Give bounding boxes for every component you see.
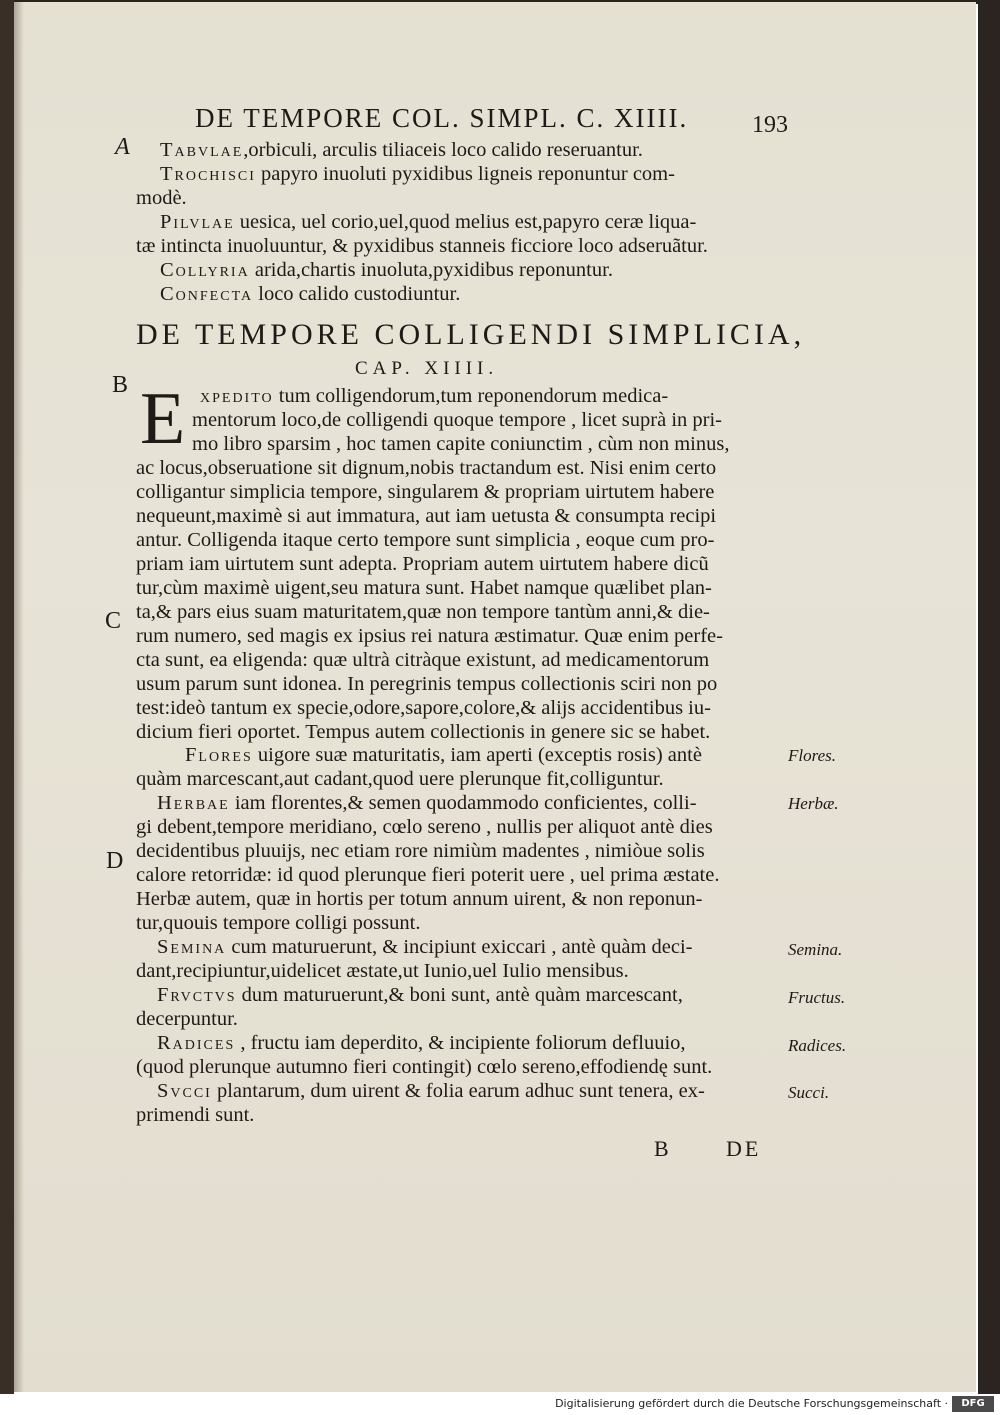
line-text: quàm marcescant,aut cadant,quod uere plerunque fit,colliguntur.	[136, 768, 664, 790]
line-text: iam florentes,& semen quodammodo conficientes, colli-	[229, 792, 697, 814]
line-text: dicium fieri oportet. Tempus autem collectionis in genere sic se habet.	[136, 721, 711, 743]
text-line	[136, 816, 713, 839]
line-text: loco calido custodiuntur.	[253, 283, 461, 305]
text-line	[157, 936, 693, 959]
lead-word: Herbae	[157, 792, 230, 814]
page-edge-shadow	[14, 2, 24, 1392]
text-line	[136, 840, 705, 863]
text-line	[160, 259, 613, 282]
margin-letter-b: B	[112, 372, 129, 398]
line-text: tæ intincta inuoluuntur, & pyxidibus stanneis ficciore loco adseruãtur.	[136, 235, 708, 257]
side-gloss: Radices.	[788, 1036, 847, 1055]
line-text: test:ideò tantum ex specie,odore,sapore,colore,& alijs accidentibus iu-	[136, 697, 711, 719]
line-text: priam iam uirtutem sunt adepta. Propriam autem uirtutem habere dicũ	[136, 553, 709, 575]
text-line	[136, 481, 714, 504]
footer-credit: Digitalisierung gefördert durch die Deutsche Forschungsgemeinschaft ·	[555, 1397, 948, 1410]
line-text: mo libro sparsim , hoc tamen capite coniunctim , cùm non minus,	[192, 433, 730, 455]
line-text: cta sunt, ea eligenda: quæ ultrà citràque existunt, ad medicamentorum	[136, 649, 710, 671]
text-line	[160, 163, 675, 186]
side-gloss: Succi.	[788, 1083, 830, 1102]
text-line	[185, 744, 702, 767]
lead-word: Flores	[185, 744, 253, 766]
line-text: primendi sunt.	[136, 1104, 255, 1126]
text-line	[136, 768, 664, 791]
footer-bar	[0, 1394, 1000, 1415]
line-text: arida,chartis inuoluta,pyxidibus reponuntur.	[249, 259, 613, 281]
line-text: rum numero, sed magis ex ipsius rei natura æstimatur. Quæ enim perfe-	[136, 625, 723, 647]
line-text: modè.	[136, 187, 187, 209]
line-text: cum maturuerunt, & incipiunt exiccari , antè quàm deci-	[226, 936, 693, 958]
lead-word: Tabvlae	[160, 139, 244, 161]
text-line	[136, 553, 709, 576]
lead-word: Pilvlae	[160, 211, 235, 233]
lead-word: Trochisci	[160, 163, 256, 185]
lead-word: xpedito	[200, 385, 274, 407]
lead-word: Svcci	[157, 1080, 212, 1102]
line-text: ac locus,obseruatione sit dignum,nobis tractandum est. Nisi enim certo	[136, 457, 717, 479]
line-text: uesica, uel corio,uel,quod melius est,papyro ceræ liqua-	[234, 211, 697, 233]
margin-letter-d: D	[106, 848, 124, 874]
margin-letter-a: A	[115, 134, 130, 160]
text-line	[136, 960, 629, 983]
lead-word: Semina	[157, 936, 227, 958]
text-line	[192, 409, 722, 432]
signature-mark: B	[654, 1136, 672, 1161]
line-text: antur. Colligenda itaque certo tempore sunt simplicia , eoque cum pro-	[136, 529, 715, 551]
line-text: tum colligendorum,tum reponendorum medica-	[273, 385, 669, 407]
line-text: mentorum loco,de colligendi quoque tempore , licet suprà in pri-	[192, 409, 723, 431]
line-text: uigore suæ maturitatis, iam aperti (exceptis rosis) antè	[252, 744, 702, 766]
text-line	[160, 283, 460, 306]
text-line	[136, 888, 703, 911]
text-line	[157, 1080, 705, 1103]
line-text: ta,& pars eius suam maturitatem,quæ non tempore tantùm anni,& die-	[136, 601, 710, 623]
text-line	[160, 139, 643, 162]
line-text: dant,recipiuntur,uidelicet æstate,ut Iunio,uel Iulio mensibus.	[136, 960, 629, 982]
line-text: usum parum sunt idonea. In peregrinis tempus collectionis sciri non po	[136, 673, 718, 695]
line-text: tur,quouis tempore colligi possunt.	[136, 912, 421, 934]
text-line	[136, 187, 187, 210]
line-text: , fructu iam deperdito, & incipiente foliorum defluuio,	[235, 1032, 686, 1054]
drop-capital: E	[140, 378, 186, 460]
text-line	[136, 864, 719, 887]
lead-word: Collyria	[160, 259, 250, 281]
lead-word: Confecta	[160, 283, 254, 305]
line-text: ,orbiculi, arculis tiliaceis loco calido reseruantur.	[243, 139, 643, 161]
line-text: nequeunt,maximè si aut immatura, aut iam uetusta & consumpta recipi	[136, 505, 717, 527]
text-line	[136, 697, 711, 720]
side-gloss: Fructus.	[788, 988, 846, 1007]
line-text: dum maturuerunt,& boni sunt, antè quàm marcescant,	[236, 984, 683, 1006]
line-text: colligantur simplicia tempore, singularem & propriam uirtutem habere	[136, 481, 715, 503]
side-gloss: Semina.	[788, 940, 843, 959]
text-line	[136, 235, 708, 258]
line-text: (quod plerunque autumno fieri contingit) cœlo sereno,effodiendę sunt.	[136, 1056, 713, 1078]
line-text: Herbæ autem, quæ in hortis per totum annum uirent, & non reponun-	[136, 888, 703, 910]
line-text: plantarum, dum uirent & folia earum adhuc sunt tenera, ex-	[211, 1080, 705, 1102]
text-line	[136, 601, 710, 624]
margin-letter-c: C	[105, 608, 122, 634]
lead-word: Radices	[157, 1032, 236, 1054]
chapter-number: CAP. XIIII.	[355, 358, 499, 379]
line-text: papyro inuoluti pyxidibus ligneis reponuntur com-	[255, 163, 675, 185]
line-text: tur,cùm maximè uigent,seu matura sunt. Habet namque quælibet plan-	[136, 577, 712, 599]
line-text: gi debent,tempore meridiano, cœlo sereno , nullis per aliquot antè dies	[136, 816, 713, 838]
dfg-logo: DFG	[952, 1396, 994, 1412]
text-line	[157, 984, 683, 1007]
text-line	[157, 792, 697, 815]
text-line	[200, 385, 668, 408]
scan-left-border	[0, 0, 14, 1394]
running-title: DE TEMPORE COL. SIMPL. C. XIIII.	[195, 103, 689, 133]
text-line	[136, 721, 710, 744]
text-line	[192, 433, 729, 456]
folio-number: 193	[752, 112, 788, 138]
side-gloss: Herbæ.	[788, 794, 839, 813]
side-gloss: Flores.	[788, 746, 837, 765]
text-line	[136, 529, 714, 552]
line-text: decerpuntur.	[136, 1008, 238, 1030]
scan-right-border	[978, 0, 1000, 1394]
catchword: DE	[726, 1136, 762, 1161]
text-line	[136, 1008, 238, 1031]
text-line	[136, 625, 723, 648]
text-line	[136, 1056, 712, 1079]
text-line	[157, 1032, 686, 1055]
line-text: calore retorridæ: id quod plerunque fieri poterit uere , uel prima æstate.	[136, 864, 720, 886]
lead-word: Frvctvs	[157, 984, 237, 1006]
text-line	[136, 649, 709, 672]
text-line	[160, 211, 696, 234]
text-line	[136, 1104, 254, 1127]
chapter-heading: DE TEMPORE COLLIGENDI SIMPLICIA,	[136, 318, 806, 351]
line-text: decidentibus pluuijs, nec etiam rore nimiùm madentes , nimiòue solis	[136, 840, 705, 862]
text-line	[136, 457, 716, 480]
text-line	[136, 673, 717, 696]
text-line	[136, 505, 716, 528]
text-line	[136, 912, 420, 935]
text-line	[136, 577, 712, 600]
